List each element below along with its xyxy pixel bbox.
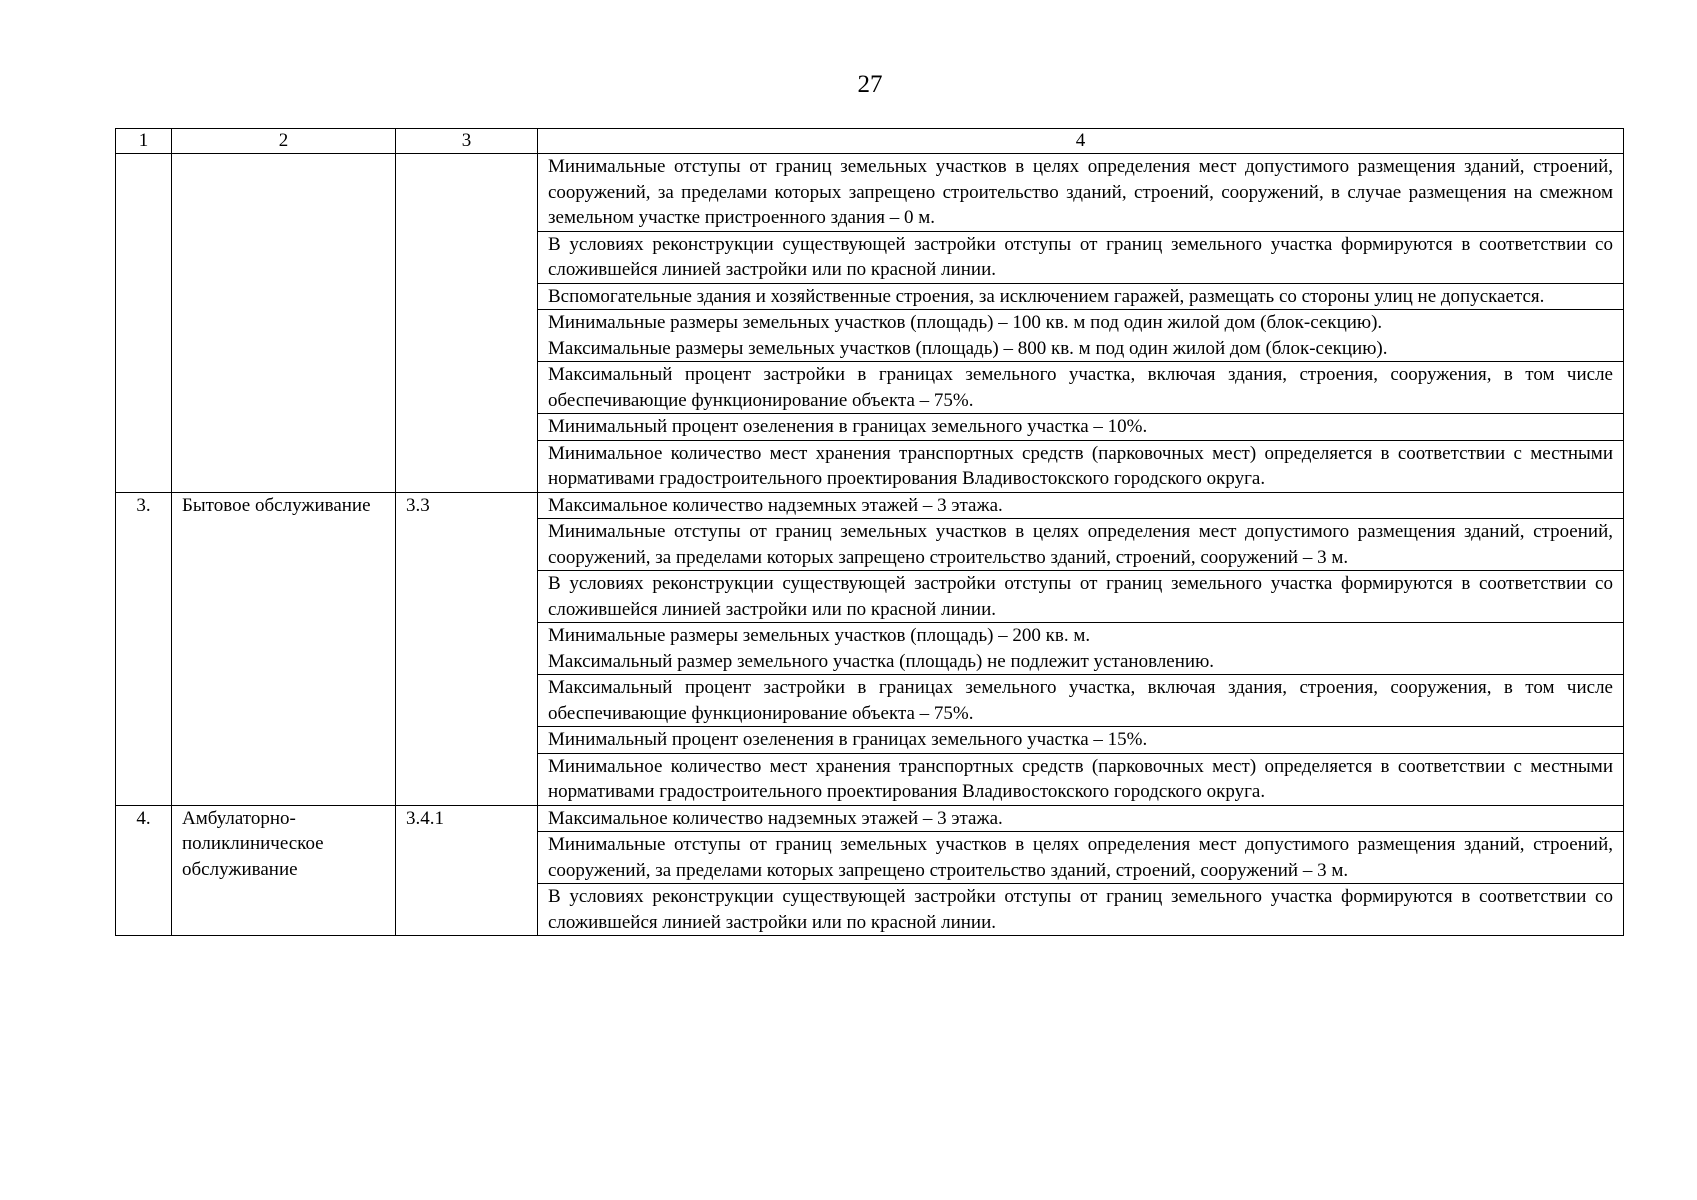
table-header-row bbox=[116, 129, 1624, 154]
use-type-code bbox=[396, 154, 538, 493]
table-row bbox=[116, 805, 1624, 832]
use-type-name: Амбулаторно-поликлиническое обслуживание bbox=[172, 805, 396, 936]
regulations-table bbox=[115, 128, 1624, 936]
use-type-code: 3.3 bbox=[396, 492, 538, 805]
parameter-text: Минимальные размеры земельных участков (площадь) – 100 кв. м под один жилой дом (блок-секцию). Максимальные размеры земельных участков (площадь) – 800 кв. м под один жилой дом (блок-секцию). bbox=[538, 310, 1624, 362]
parameter-text: Минимальное количество мест хранения транспортных средств (парковочных мест) определяется в соответствии с местными нормативами градостроительного проектирования Владивостокского городского округа. bbox=[538, 753, 1624, 805]
use-type-code: 3.4.1 bbox=[396, 805, 538, 936]
parameter-text: Максимальный процент застройки в границах земельного участка, включая здания, строения, сооружения, в том числе обеспечивающие функционирование объекта – 75%. bbox=[538, 675, 1624, 727]
row-number: 4. bbox=[116, 805, 172, 936]
parameter-text: Минимальные размеры земельных участков (площадь) – 200 кв. м. Максимальный размер земельного участка (площадь) не подлежит установлению. bbox=[538, 623, 1624, 675]
parameter-text: Максимальный процент застройки в границах земельного участка, включая здания, строения, сооружения, в том числе обеспечивающие функционирование объекта – 75%. bbox=[538, 362, 1624, 414]
parameter-text: В условиях реконструкции существующей застройки отступы от границ земельного участка формируются в соответствии со сложившейся линией застройки или по красной линии. bbox=[538, 231, 1624, 283]
parameter-text: Минимальные отступы от границ земельных участков в целях определения мест допустимого размещения зданий, строений, сооружений, за пределами которых запрещено строительство зданий, строений, сооружений, в случае размещения на смежном земельном участке пристроенного здания – 0 м. bbox=[538, 154, 1624, 232]
parameter-text: Минимальный процент озеленения в границах земельного участка – 10%. bbox=[538, 414, 1624, 441]
parameter-text: Минимальное количество мест хранения транспортных средств (парковочных мест) определяется в соответствии с местными нормативами градостроительного проектирования Владивостокского городского округа. bbox=[538, 440, 1624, 492]
parameter-text: Максимальное количество надземных этажей – 3 этажа. bbox=[538, 805, 1624, 832]
parameter-text: Минимальные отступы от границ земельных участков в целях определения мест допустимого размещения зданий, строений, сооружений, за пределами которых запрещено строительство зданий, строений, сооружений – 3 м. bbox=[538, 519, 1624, 571]
parameter-text: Минимальный процент озеленения в границах земельного участка – 15%. bbox=[538, 727, 1624, 754]
header-col-3: 3 bbox=[396, 129, 538, 154]
table-row bbox=[116, 154, 1624, 232]
parameter-text: В условиях реконструкции существующей застройки отступы от границ земельного участка формируются в соответствии со сложившейся линией застройки или по красной линии. bbox=[538, 884, 1624, 936]
table-row bbox=[116, 492, 1624, 519]
row-number bbox=[116, 154, 172, 493]
header-col-4: 4 bbox=[538, 129, 1624, 154]
use-type-name bbox=[172, 154, 396, 493]
parameter-text: Вспомогательные здания и хозяйственные строения, за исключением гаражей, размещать со стороны улиц не допускается. bbox=[538, 283, 1624, 310]
parameter-text: В условиях реконструкции существующей застройки отступы от границ земельного участка формируются в соответствии со сложившейся линией застройки или по красной линии. bbox=[538, 571, 1624, 623]
header-col-1: 1 bbox=[116, 129, 172, 154]
parameter-text: Минимальные отступы от границ земельных участков в целях определения мест допустимого размещения зданий, строений, сооружений, за пределами которых запрещено строительство зданий, строений, сооружений – 3 м. bbox=[538, 832, 1624, 884]
use-type-name: Бытовое обслуживание bbox=[172, 492, 396, 805]
row-number: 3. bbox=[116, 492, 172, 805]
parameter-text: Максимальное количество надземных этажей – 3 этажа. bbox=[538, 492, 1624, 519]
page-number: 27 bbox=[857, 71, 883, 98]
header-col-2: 2 bbox=[172, 129, 396, 154]
